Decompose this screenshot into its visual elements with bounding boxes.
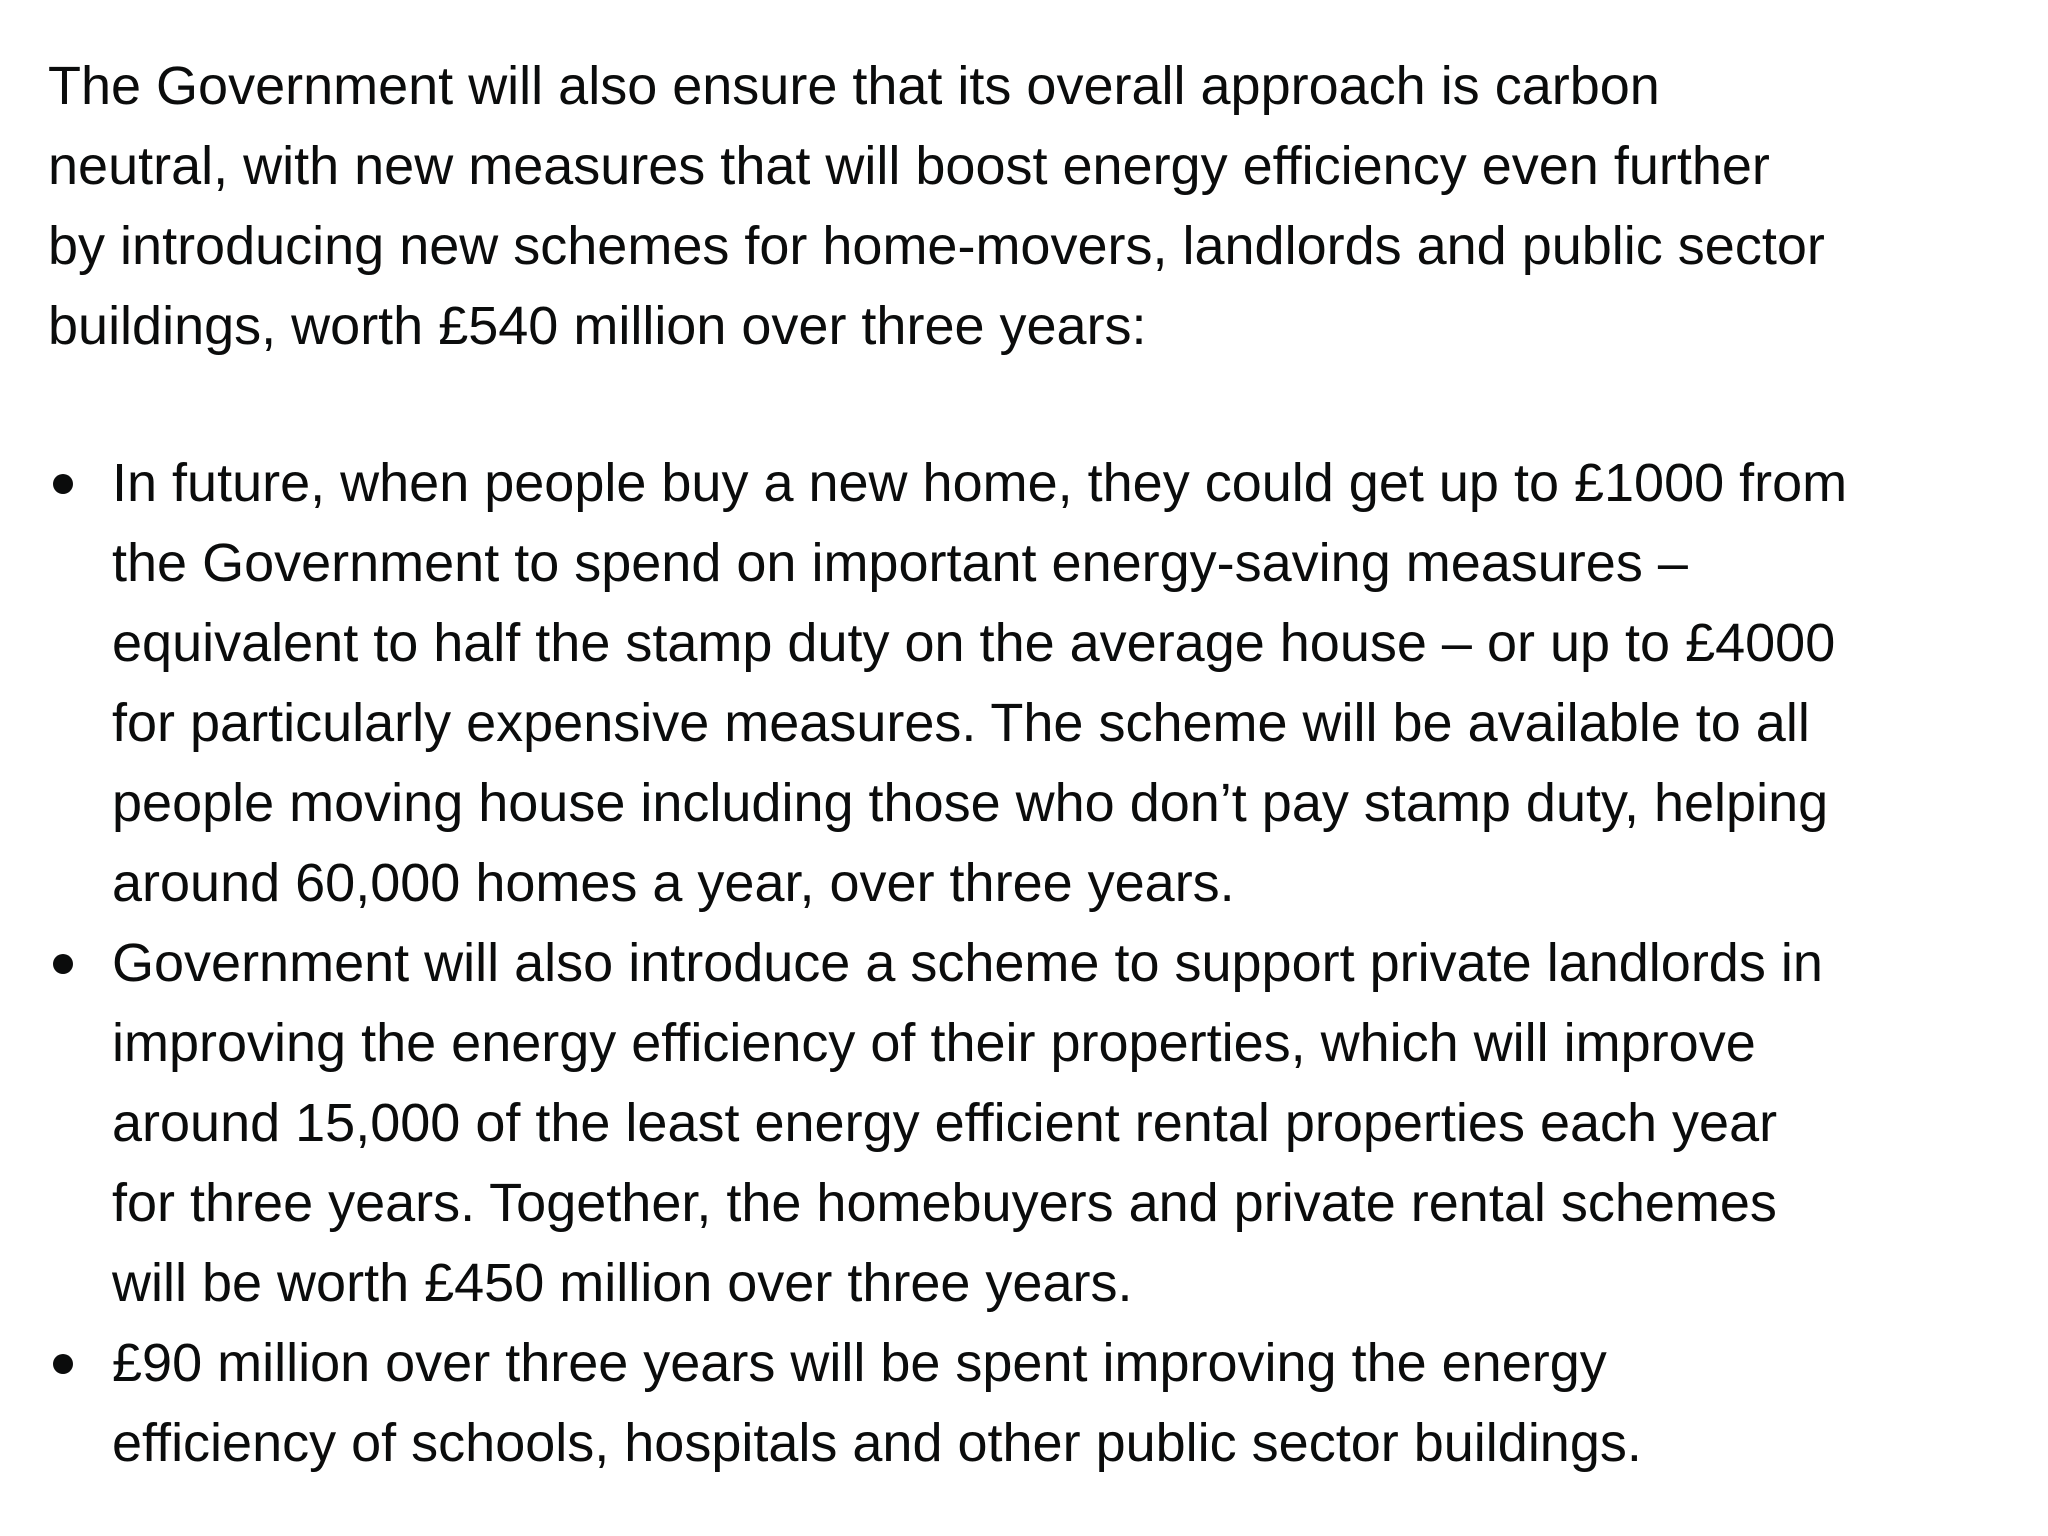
intro-paragraph bbox=[48, 46, 2028, 366]
bullet-item-home-movers bbox=[48, 443, 2028, 923]
bullet-line: £90 million over three years will be spent improving the energy bbox=[112, 1333, 1607, 1393]
bullet-icon bbox=[53, 474, 73, 494]
intro-line: neutral, with new measures that will boost energy efficiency even further bbox=[48, 136, 1770, 196]
bullet-item-landlords bbox=[48, 923, 2028, 1323]
bullet-line: improving the energy efficiency of their properties, which will improve bbox=[112, 1013, 1756, 1073]
bullet-line: around 15,000 of the least energy efficient rental properties each year bbox=[112, 1093, 1778, 1153]
intro-line: The Government will also ensure that its overall approach is carbon bbox=[48, 56, 1660, 116]
bullet-line: equivalent to half the stamp duty on the average house – or up to £4000 bbox=[112, 613, 1836, 673]
bullet-line: around 60,000 homes a year, over three years. bbox=[112, 853, 1235, 913]
bullet-icon bbox=[53, 1354, 73, 1374]
document-body bbox=[48, 46, 2028, 1483]
bullet-line: In future, when people buy a new home, they could get up to £1000 from bbox=[112, 453, 1848, 513]
bullet-line: will be worth £450 million over three years. bbox=[112, 1253, 1133, 1313]
bullet-line: the Government to spend on important energy-saving measures – bbox=[112, 533, 1688, 593]
bullet-item-public-sector bbox=[48, 1323, 2028, 1483]
bullet-list bbox=[48, 443, 2028, 1483]
intro-line: buildings, worth £540 million over three years: bbox=[48, 296, 1147, 356]
bullet-line: efficiency of schools, hospitals and other public sector buildings. bbox=[112, 1413, 1642, 1473]
intro-line: by introducing new schemes for home-movers, landlords and public sector bbox=[48, 216, 1825, 276]
bullet-line: for three years. Together, the homebuyers and private rental schemes bbox=[112, 1173, 1777, 1233]
bullet-icon bbox=[53, 954, 73, 974]
bullet-line: people moving house including those who don’t pay stamp duty, helping bbox=[112, 773, 1829, 833]
bullet-line: Government will also introduce a scheme to support private landlords in bbox=[112, 933, 1823, 993]
bullet-line: for particularly expensive measures. The scheme will be available to all bbox=[112, 693, 1810, 753]
